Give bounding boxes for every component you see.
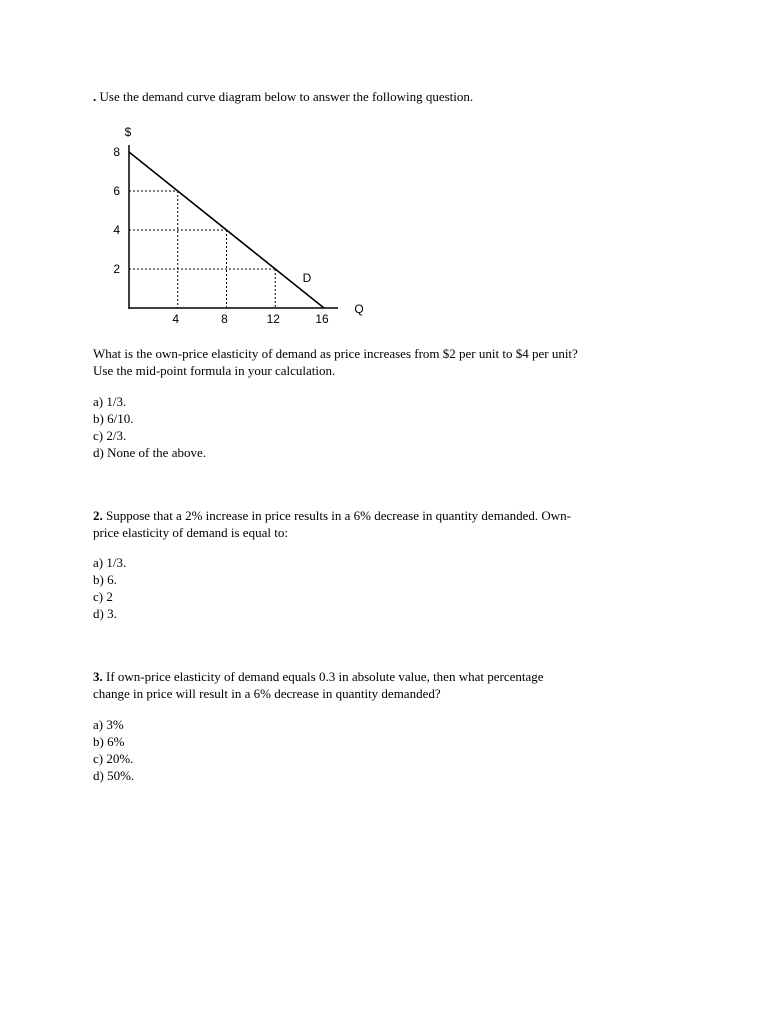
q2-question-line1 (93, 507, 571, 524)
q3-option-a: a) 3% (93, 717, 124, 732)
q3-number: 3. (93, 669, 103, 684)
q1-option-d: d) None of the above. (93, 445, 206, 460)
q2-question-text: Suppose that a 2% increase in price results in a 6% decrease in quantity demanded. Own- (102, 508, 571, 523)
x-tick-label-4: 4 (172, 312, 180, 326)
q3-option-c: c) 20%. (93, 751, 134, 766)
q1-number: . (93, 89, 97, 104)
y-tick-label-6: 6 (113, 184, 120, 198)
q2-option-b: b) 6. (93, 572, 117, 587)
x-tick-label-16: 16 (315, 312, 329, 326)
q3-option-b: b) 6% (93, 734, 125, 749)
demand-curve-label: D (302, 271, 312, 285)
x-tick-label-8: 8 (221, 312, 228, 326)
q1-option-a: a) 1/3. (93, 394, 127, 409)
q3-question-text: If own-price elasticity of demand equals 0.3 in absolute value, then what percentage (102, 669, 544, 684)
x-tick-label-12: 12 (266, 312, 280, 326)
q2-option-c: c) 2 (93, 589, 113, 604)
q1-question-line2: Use the mid-point formula in your calculation. (93, 363, 336, 378)
q1-option-b: b) 6/10. (93, 411, 134, 426)
q2-option-d: d) 3. (93, 606, 117, 621)
q1-option-c: c) 2/3. (93, 428, 127, 443)
q3-question-line1 (93, 668, 544, 685)
y-axis-label: $ (124, 125, 132, 139)
y-tick-label-2: 2 (113, 262, 120, 276)
q2-question-line2: price elasticity of demand is equal to: (93, 525, 288, 540)
y-tick-label-8: 8 (113, 145, 120, 159)
q3-option-d: d) 50%. (93, 768, 135, 783)
y-tick-label-4: 4 (113, 223, 120, 237)
q2-number: 2. (93, 508, 103, 523)
q2-option-a: a) 1/3. (93, 555, 127, 570)
q3-question-line2: change in price will result in a 6% decrease in quantity demanded? (93, 686, 441, 701)
x-axis-label: Q (354, 302, 364, 316)
q1-intro-text: Use the demand curve diagram below to answer the following question. (96, 89, 474, 104)
q1-question-line1: What is the own-price elasticity of demand as price increases from $2 per unit to $4 per unit? (93, 346, 578, 361)
demand-curve-diagram (0, 0, 768, 340)
